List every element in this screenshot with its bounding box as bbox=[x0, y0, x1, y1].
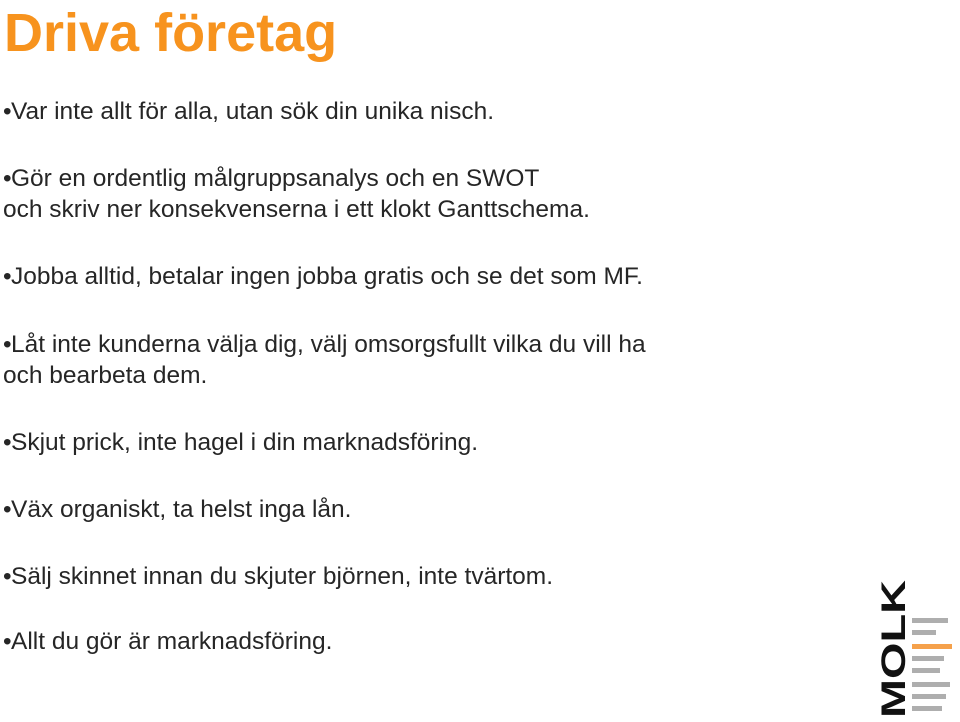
bullet-dot: • bbox=[3, 98, 12, 125]
bullet-3-line-1: Jobba alltid, betalar ingen jobba gratis och se det som MF. bbox=[11, 263, 643, 290]
bullet-1-line-1: Var inte allt för alla, utan sök din unika nisch. bbox=[11, 98, 495, 125]
bullet-3 bbox=[3, 261, 643, 292]
card-text-line bbox=[912, 644, 952, 649]
bullet-dot: • bbox=[3, 496, 12, 523]
bullet-2-line-2: och skriv ner konsekvenserna i ett klokt Ganttschema. bbox=[3, 196, 590, 223]
bullet-5 bbox=[3, 427, 478, 458]
bullet-6-line-1: Väx organiskt, ta helst inga lån. bbox=[11, 496, 352, 523]
bullet-8 bbox=[3, 626, 332, 657]
bullet-5-line-1: Skjut prick, inte hagel i din marknadsföring. bbox=[11, 429, 479, 456]
bullet-dot: • bbox=[3, 331, 12, 358]
molk-logo-icon bbox=[875, 578, 913, 720]
bullet-8-line-1: Allt du gör är marknadsföring. bbox=[11, 628, 333, 655]
bullet-4-line-1: Låt inte kunderna välja dig, välj omsorgsfullt vilka du vill ha bbox=[11, 331, 646, 358]
bullet-4 bbox=[3, 329, 646, 391]
bullet-7 bbox=[3, 561, 553, 592]
bullet-7-line-1: Sälj skinnet innan du skjuter björnen, inte tvärtom. bbox=[11, 563, 554, 590]
card-text-line bbox=[912, 706, 942, 711]
bullet-dot: • bbox=[3, 263, 12, 290]
bullet-dot: • bbox=[3, 429, 12, 456]
card-text-line bbox=[912, 694, 946, 699]
bullet-2 bbox=[3, 163, 590, 225]
card-text-line bbox=[912, 630, 936, 635]
card-text-line bbox=[912, 656, 944, 661]
card-text-line bbox=[912, 668, 940, 673]
bullet-1 bbox=[3, 96, 494, 127]
card-text-line bbox=[912, 682, 950, 687]
bullet-4-line-2: och bearbeta dem. bbox=[3, 362, 208, 389]
bullet-2-line-1: Gör en ordentlig målgruppsanalys och en SWOT bbox=[11, 165, 540, 192]
card-text-line bbox=[912, 618, 948, 623]
bullet-6 bbox=[3, 494, 351, 525]
bullet-dot: • bbox=[3, 628, 12, 655]
bullet-dot: • bbox=[3, 165, 12, 192]
slide-title: Driva företag bbox=[4, 3, 338, 63]
bullet-dot: • bbox=[3, 563, 12, 590]
logo-wordmark: MOLK bbox=[875, 617, 913, 718]
